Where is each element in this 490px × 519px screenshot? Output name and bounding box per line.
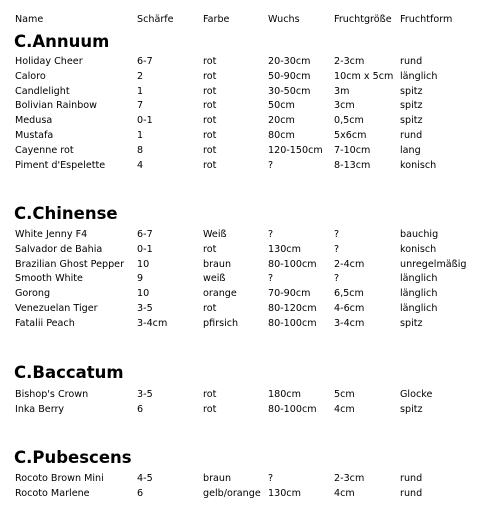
cell-fruit-shape: bauchig [400, 229, 439, 240]
table-row [0, 98, 490, 113]
cell-growth: 80cm [268, 130, 295, 141]
cell-color: weiß [203, 273, 226, 285]
cell-fruit-shape: länglich [400, 70, 438, 82]
section-title: C.Baccatum [14, 363, 124, 382]
cell-growth: 70-90cm [268, 288, 311, 300]
cell-name: Candlelight [15, 85, 70, 97]
cell-growth: 80-100cm [268, 258, 317, 270]
cell-color: rot [203, 403, 217, 415]
cell-heat: 2 [137, 70, 144, 82]
cell-fruit-size: 0,5cm [334, 115, 364, 127]
cell-color: orange [203, 288, 237, 300]
cell-fruit-shape: länglich [400, 303, 438, 314]
cell-name: Piment d'Espelette [15, 159, 106, 171]
cell-fruit-size: 10cm x 5cm [334, 70, 394, 82]
table-row [0, 113, 490, 128]
column-header-row [0, 12, 490, 27]
column-header-fruit-shape: Fruchtform [400, 14, 453, 25]
table-row [0, 286, 490, 301]
section-title: C.Annuum [14, 32, 110, 51]
cell-heat: 1 [137, 85, 144, 97]
cell-fruit-shape: konisch [400, 159, 437, 171]
cell-heat: 3-5 [137, 303, 153, 314]
column-header-heat: Schärfe [137, 14, 174, 25]
cell-color: braun [203, 258, 232, 270]
cell-growth: 80-100cm [268, 403, 317, 415]
cell-fruit-shape: konisch [400, 243, 437, 255]
cell-growth: 50cm [268, 100, 295, 112]
cell-fruit-shape: rund [400, 56, 423, 67]
cell-name: Rocoto Marlene [15, 487, 90, 499]
cell-heat: 10 [137, 258, 150, 270]
cell-fruit-size: ? [334, 243, 340, 255]
cell-growth: 80-120cm [268, 303, 317, 314]
cell-name: Medusa [15, 115, 53, 127]
cell-color: rot [203, 243, 217, 255]
cell-color: braun [203, 473, 232, 484]
cell-color: rot [203, 159, 217, 171]
cell-name: Inka Berry [15, 403, 65, 415]
table-row [0, 402, 490, 417]
cell-heat: 7 [137, 100, 144, 112]
table-row [0, 271, 490, 286]
cell-fruit-shape: spitz [400, 100, 423, 112]
cell-fruit-shape: länglich [400, 288, 438, 300]
cell-fruit-size: 5x6cm [334, 130, 367, 141]
table-row [0, 257, 490, 272]
cell-name: Fatalii Peach [15, 317, 75, 329]
cell-heat: 9 [137, 273, 144, 285]
cell-fruit-shape: spitz [400, 85, 423, 97]
table-row [0, 69, 490, 84]
cell-fruit-size: 4cm [334, 487, 355, 499]
table-row [0, 158, 490, 173]
cell-name: Gorong [15, 288, 51, 300]
cell-fruit-size: 8-13cm [334, 159, 371, 171]
cell-color: rot [203, 115, 217, 127]
cell-heat: 6 [137, 403, 144, 415]
cell-fruit-shape: spitz [400, 403, 423, 415]
cell-fruit-shape: rund [400, 487, 423, 499]
cell-fruit-size: 2-3cm [334, 473, 365, 484]
cell-name: Smooth White [15, 273, 83, 285]
cell-growth: 50-90cm [268, 70, 311, 82]
cell-name: Brazilian Ghost Pepper [15, 258, 125, 270]
cell-fruit-size: 2-4cm [334, 258, 365, 270]
cell-growth: 180cm [268, 389, 301, 400]
cell-fruit-shape: rund [400, 473, 423, 484]
cell-color: rot [203, 144, 217, 156]
cell-color: rot [203, 85, 217, 97]
cell-growth: 130cm [268, 243, 301, 255]
cell-color: rot [203, 130, 217, 141]
cell-name: Bishop's Crown [15, 389, 89, 400]
table-row [0, 128, 490, 143]
cell-fruit-size: 4cm [334, 403, 355, 415]
cell-color: rot [203, 303, 217, 314]
cell-fruit-size: ? [334, 273, 340, 285]
cell-name: Holiday Cheer [15, 56, 83, 67]
cell-growth: ? [268, 159, 274, 171]
cell-fruit-shape: rund [400, 130, 423, 141]
cell-growth: 20-30cm [268, 56, 311, 67]
table-row [0, 486, 490, 501]
cell-heat: 3-5 [137, 389, 153, 400]
cell-fruit-shape: länglich [400, 273, 438, 285]
cell-fruit-size: 7-10cm [334, 144, 371, 156]
cell-name: Caloro [15, 70, 46, 82]
column-header-growth: Wuchs [268, 14, 300, 25]
cell-heat: 10 [137, 288, 150, 300]
cell-fruit-size: ? [334, 229, 340, 240]
section-title: C.Chinense [14, 204, 118, 223]
cell-heat: 4-5 [137, 473, 153, 484]
cell-fruit-shape: Glocke [400, 389, 433, 400]
cell-fruit-size: 5cm [334, 389, 355, 400]
cell-heat: 8 [137, 144, 144, 156]
cell-heat: 4 [137, 159, 144, 171]
cell-color: rot [203, 100, 217, 112]
cell-heat: 1 [137, 130, 144, 141]
cell-growth: 20cm [268, 115, 295, 127]
cell-name: Venezuelan Tiger [15, 303, 98, 314]
cell-heat: 6 [137, 487, 144, 499]
cell-heat: 0-1 [137, 243, 153, 255]
cell-heat: 0-1 [137, 115, 153, 127]
cell-growth: 30-50cm [268, 85, 311, 97]
table-row [0, 84, 490, 99]
cell-fruit-shape: spitz [400, 317, 423, 329]
table-row [0, 242, 490, 257]
table-row [0, 471, 490, 486]
table-row [0, 143, 490, 158]
table-row [0, 301, 490, 316]
cell-heat: 6-7 [137, 56, 153, 67]
cell-name: Mustafa [15, 130, 54, 141]
cell-heat: 3-4cm [137, 317, 168, 329]
cell-name: Cayenne rot [15, 144, 74, 156]
cell-growth: 120-150cm [268, 144, 323, 156]
cell-growth: 130cm [268, 487, 301, 499]
cell-name: Rocoto Brown Mini [15, 473, 104, 484]
cell-color: rot [203, 56, 217, 67]
column-header-color: Farbe [203, 14, 230, 25]
column-header-name: Name [15, 14, 44, 25]
cell-fruit-size: 2-3cm [334, 56, 365, 67]
cell-fruit-size: 3m [334, 85, 350, 97]
cell-color: rot [203, 389, 217, 400]
cell-color: pfirsich [203, 317, 239, 329]
cell-fruit-size: 4-6cm [334, 303, 365, 314]
table-row [0, 227, 490, 242]
cell-growth: ? [268, 273, 274, 285]
cell-fruit-shape: spitz [400, 115, 423, 127]
cell-color: rot [203, 70, 217, 82]
table-row [0, 54, 490, 69]
cell-fruit-shape: lang [400, 144, 421, 156]
cell-fruit-size: 6,5cm [334, 288, 364, 300]
cell-fruit-size: 3cm [334, 100, 355, 112]
cell-growth: ? [268, 229, 274, 240]
table-row [0, 387, 490, 402]
cell-name: Salvador de Bahia [15, 243, 103, 255]
cell-name: White Jenny F4 [15, 229, 88, 240]
cell-growth: 80-100cm [268, 317, 317, 329]
cell-name: Bolivian Rainbow [15, 100, 98, 112]
cell-heat: 6-7 [137, 229, 153, 240]
cell-fruit-size: 3-4cm [334, 317, 365, 329]
column-header-fruit-size: Fruchtgröße [334, 14, 392, 25]
cell-color: Weiß [203, 229, 227, 240]
table-row [0, 316, 490, 331]
cell-growth: ? [268, 473, 274, 484]
section-title: C.Pubescens [14, 448, 132, 467]
cell-color: gelb/orange [203, 487, 261, 499]
cell-fruit-shape: unregelmäßig [400, 258, 467, 270]
